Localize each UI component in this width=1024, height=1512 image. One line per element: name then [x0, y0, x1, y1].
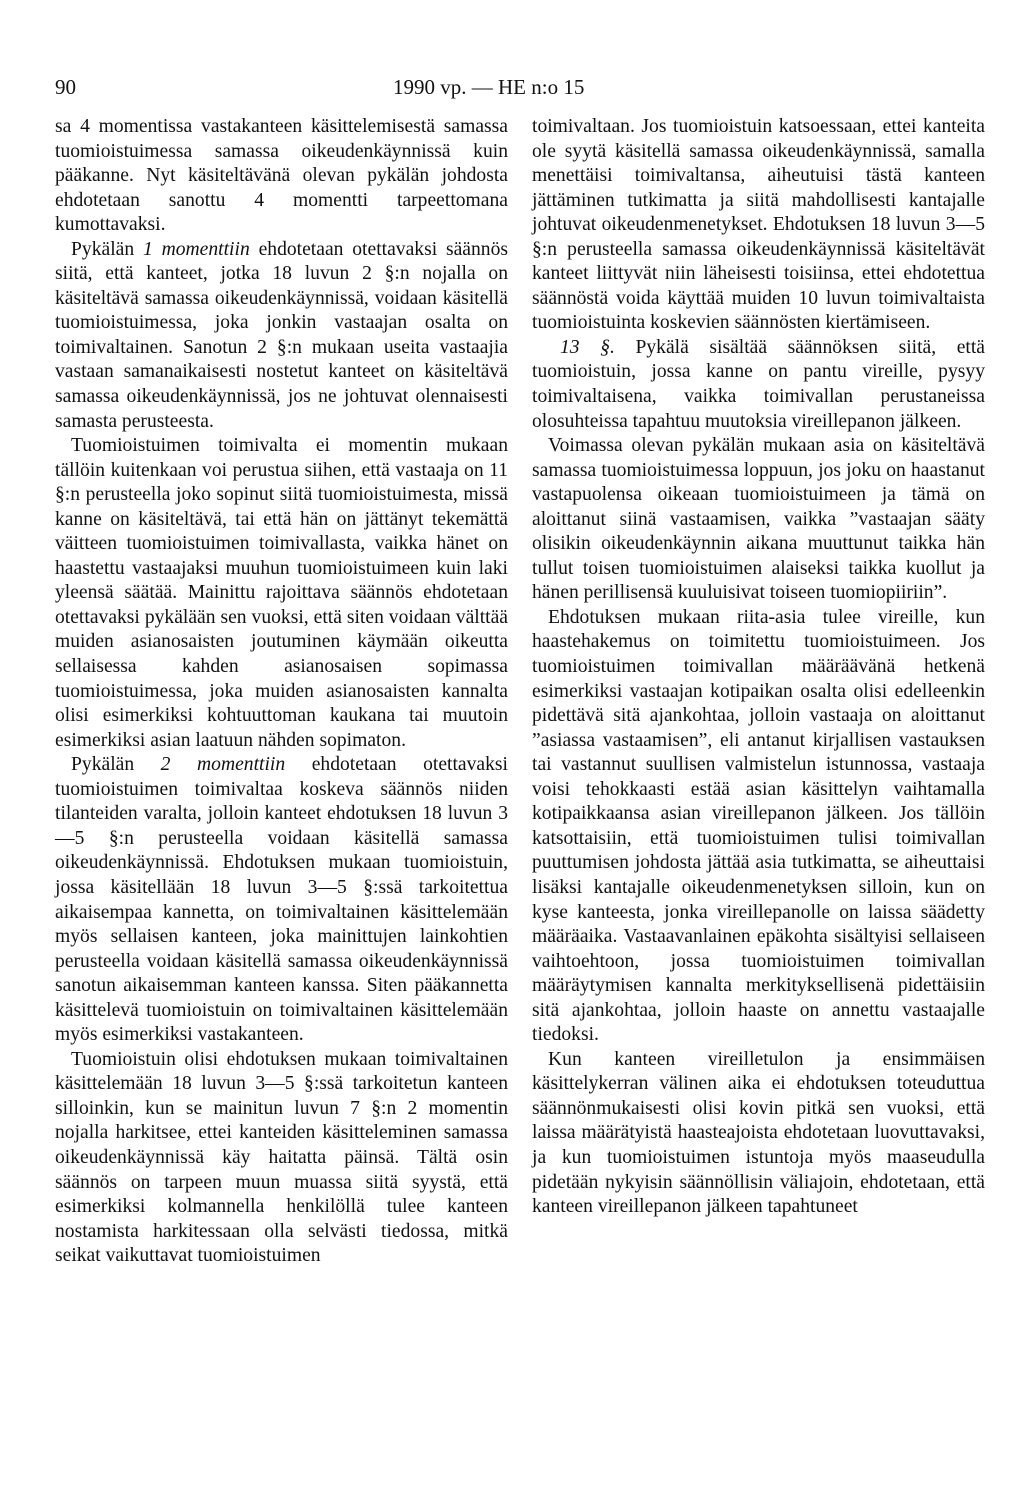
text-run: Voimassa olevan pykälän mukaan asia on käsiteltävä samassa tuomioistuimessa loppuun, jos joku on haastanut vastapuolensa oikeaan tuomioistuimeen ja tämä on aloittanut siinä vastaamisen, vaikka ”vastaajan sääty olisikin oikeudenkäynnin aikana muuttunut taikka hän tullut toisen tuomioistuimen alaiseksi taikka kuollut ja hänen perillisensä kuuluisivat toiseen tuomiopiiriin”.	[532, 435, 985, 604]
paragraph	[532, 115, 985, 336]
left-column	[55, 115, 508, 1269]
paragraph	[55, 434, 508, 753]
text-run: ehdotetaan otettavaksi tuomioistuimen toimivaltaa koskeva säännös niiden tilanteiden varalta, jolloin kanteet ehdotuksen 18 luvun 3—5 §:n perusteella voidaan käsitellä samassa oikeudenkäynnissä. Ehdotuksen mukaan tuomioistuin, jossa käsitellään 18 luvun 3—5 §:ssä tarkoitettua aikaisempaa kannetta, on toimivaltainen käsittelemään myös sellaisen kanteen, joka mainittujen lainkohtien perusteella voidaan käsitellä samassa oikeudenkäynnissä sanotun aikaisemman kanteen kanssa. Siten pääkannetta käsittelevä tuomioistuin on toimivaltainen käsittelemään myös esimerkiksi vastakanteen.	[55, 754, 508, 1046]
text-run: Ehdotuksen mukaan riita-asia tulee vireille, kun haastehakemus on toimitettu tuomioistuimeen. Jos tuomioistuimen toimivallan määräävänä hetkenä esimerkiksi vastaajan kotipaikan osalta olisi edelleenkin pidettävä sitä ajankohtaa, jolloin vastaaja on aloittanut ”asiassa vastaamisen”, eli antanut kirjallisen vastauksen tai vastannut suullisen valmistelun istunnossa, vastaaja voisi tehokkaasti estää asian käsittelyn vaihtamalla kotipaikkaansa asian vireillepanon jälkeen. Jos tällöin katsottaisiin, että tuomioistuimen tulisi toimivallan puuttumisen johdosta jättää asia tutkimatta, se aiheuttaisi lisäksi kantajalle oikeudenmenetyksen silloin, kun on kyse kanteesta, jonka vireillepanolle on laissa säädetty määräaika. Vastaavanlainen epäkohta sisältyisi sellaiseen vaihtoehtoon, jossa tuomioistuimen toimivallan määräytymisen kannalta merkityksellisenä pidettäisiin sitä ajankohtaa, jolloin haaste on annettu vastaajalle tiedoksi.	[532, 606, 985, 1046]
paragraph	[55, 1048, 508, 1269]
page-number: 90	[55, 75, 76, 99]
text-run: Pykälän	[71, 754, 161, 776]
text-run: Tuomioistuimen toimivalta ei momentin mukaan tällöin kuitenkaan voi perustua siihen, että vastaaja on 11 §:n perusteella joko sopinut siitä tuomioistuimesta, missä kanne on käsiteltävä, tai että hän on jättänyt tekemättä väitteen tuomioistuimen toimivallasta, vaikka hänet on haastettu vastaajaksi muuhun tuomioistuimeen kuin laki yleensä säätää. Mainittu rajoittava säännös ehdotetaan otettavaksi pykälään sen vuoksi, että siten voidaan välttää muiden asianosaisten joutuminen käymään oikeutta sellaisessa kahden asianosaisen sopimassa tuomioistuimessa, joka muiden asianosaisten kannalta olisi esimerkiksi kohtuuttoman kaukana tai muutoin esimerkiksi asian laatuun nähden sopimaton.	[55, 435, 508, 751]
running-title: 1990 vp. — HE n:o 15	[393, 75, 585, 99]
paragraph	[532, 1048, 985, 1220]
right-column	[532, 115, 985, 1220]
emphasis-text: 1 momenttiin	[142, 238, 250, 260]
text-run: sa 4 momentissa vastakanteen käsittelemisestä samassa tuomioistuimessa samassa oikeudenkäynnissä kuin pääkanne. Nyt käsiteltävänä olevan pykälän johdosta ehdotetaan sanottu 4 momentti tarpeettomana kumottavaksi.	[55, 116, 508, 236]
emphasis-text: 2 momenttiin	[160, 754, 286, 776]
text-run: ehdotetaan otettavaksi säännös siitä, että kanteet, jotka 18 luvun 2 §:n nojalla on käsiteltävä samassa oikeudenkäynnissä, voidaan käsitellä tuomioistuimessa, joka jonkin vastaajan osalta on toimivaltainen. Sanotun 2 §:n mukaan useita vastaajia vastaan samanaikaisesti nostetut kanteet on käsiteltävä samassa oikeudenkäynnissä, jos ne johtuvat olennaisesti samasta perusteesta.	[55, 238, 508, 432]
emphasis-text: 13 §.	[560, 336, 615, 358]
paragraph	[55, 753, 508, 1048]
paragraph	[532, 336, 985, 434]
text-run: toimivaltaan. Jos tuomioistuin katsoessaan, ettei kanteita ole syytä käsitellä samassa oikeudenkäynnissä, samalla menettäisi toimivaltansa, aiheutuisi tästä kanteen jättäminen tutkimatta ja siitä mahdollisesti kantajalle johtuvat oikeudenmenetykset. Ehdotuksen 18 luvun 3—5 §:n perusteella samassa oikeudenkäynnissä käsiteltävät kanteet liittyvät niin läheisesti toisiinsa, ettei ehdotettua säännöstä voida käyttää muiden 10 luvun toimivaltaista tuomioistuinta koskevien säännösten kiertämiseen.	[532, 116, 985, 334]
page-header	[55, 74, 985, 100]
paragraph	[55, 115, 508, 238]
paragraph	[532, 434, 985, 606]
paragraph	[532, 606, 985, 1048]
text-run: Kun kanteen vireilletulon ja ensimmäisen käsittelykerran välinen aika ei ehdotuksen toteuduttua säännönmukaisesti olisi kovin pitkä sen vuoksi, että laissa määrätyistä haasteajoista ehdotetaan luovuttavaksi, ja kun tuomioistuimen istuntoja myös maaseudulla pidetään nykyisin säännöllisin väliajoin, ehdotetaan, että kanteen vireillepanon jälkeen tapahtuneet	[532, 1048, 985, 1218]
text-run: Tuomioistuin olisi ehdotuksen mukaan toimivaltainen käsittelemään 18 luvun 3—5 §:ssä tarkoitetun kanteen silloinkin, kun se mainitun luvun 7 §:n 2 momentin nojalla harkitsee, ettei kanteiden käsitteleminen samassa oikeudenkäynnissä käy haitatta päinsä. Tältä osin säännös on tarpeen muun muassa siitä syystä, että esimerkiksi kolmannella henkilöllä tulee kanteen nostamista harkitessaan olla selvästi tiedossa, mitkä seikat vaikuttavat tuomioistuimen	[55, 1048, 508, 1267]
paragraph	[55, 238, 508, 434]
text-run: Pykälä sisältää säännöksen siitä, että tuomioistuin, jossa kanne on pantu vireille, pysyy toimivaltaisena, vaikka toimivallan perustaneissa olosuhteissa tapahtuu muutoksia vireillepanon jälkeen.	[532, 336, 986, 432]
text-run: Pykälän	[71, 238, 143, 260]
